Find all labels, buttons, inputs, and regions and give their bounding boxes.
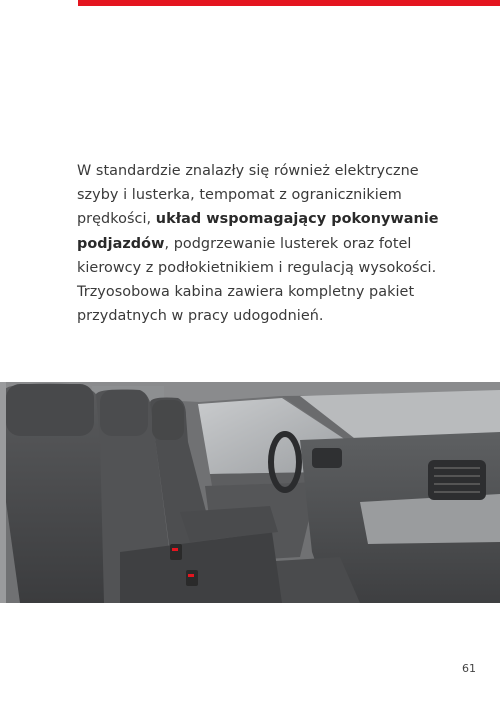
text-run: kierowcy z podłokietnikiem i regulacją wysokości. [77,259,437,276]
paragraph-line [77,232,497,256]
paragraph-line [77,280,497,304]
text-run: szyby i lusterka, tempomat z ogranicznikiem [77,187,402,204]
text-run: , podgrzewanie lusterek oraz fotel [164,235,412,252]
cabin-illustration [0,382,500,603]
paragraph-line [77,207,497,231]
bold-phrase: układ wspomagający pokonywanie [155,211,439,228]
text-run: prędkości, [77,211,156,228]
bold-phrase: podjazdów [77,235,165,252]
text-run: Trzyosobowa kabina zawiera kompletny pakiet [77,284,415,301]
body-paragraph [77,159,497,328]
paragraph-line [77,159,497,183]
paragraph-line [77,183,497,207]
paragraph-line [77,304,497,328]
text-run: przydatnych w pracy udogodnień. [77,308,324,325]
paragraph-line [77,256,497,280]
text-run: W standardzie znalazły się również elektryczne [77,163,419,179]
cabin-interior-photo [0,382,500,603]
page-number: 61 [462,662,476,675]
top-accent-bar [78,0,500,6]
